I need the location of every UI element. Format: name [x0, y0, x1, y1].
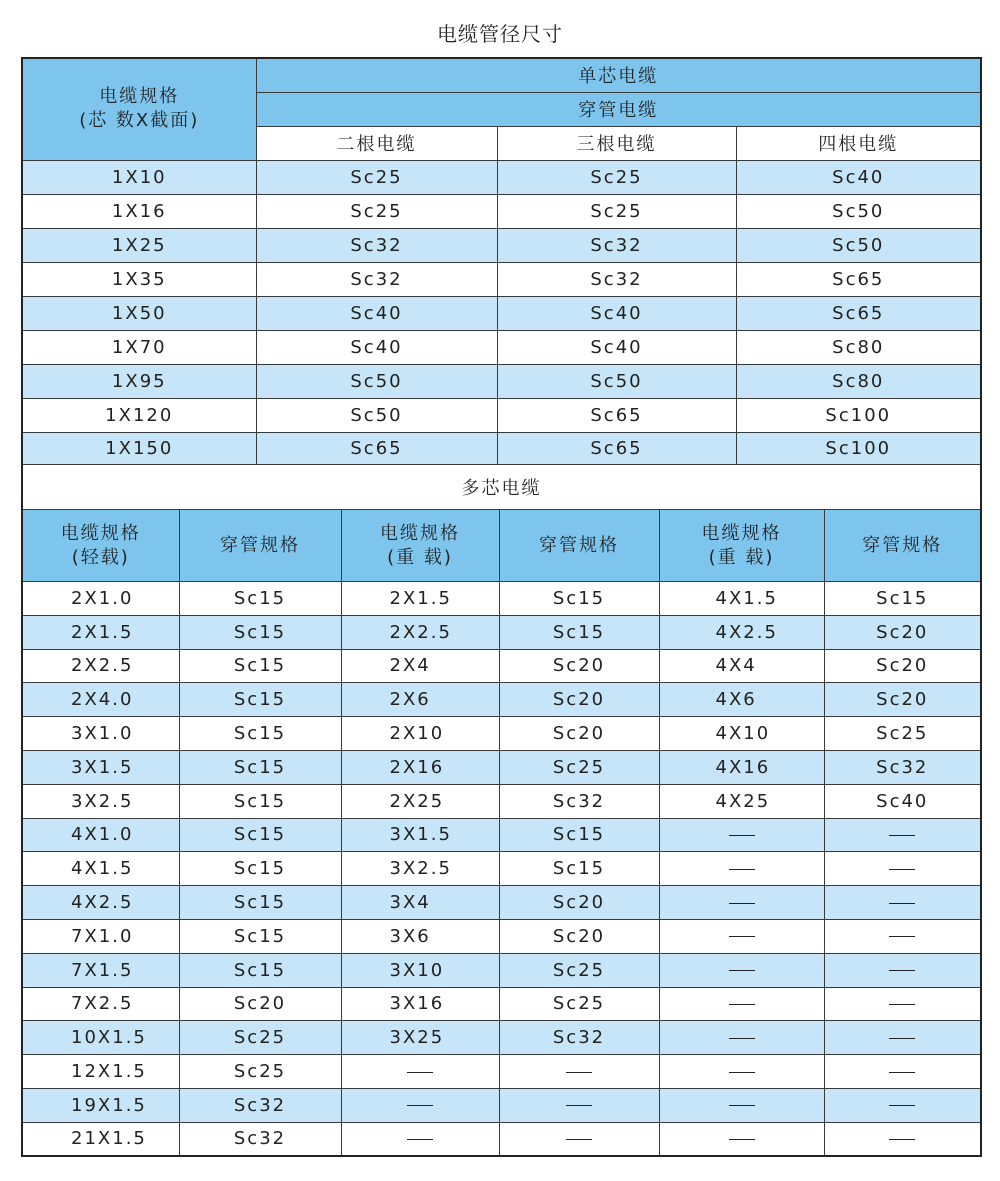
- conduit-cell: Sc15: [179, 615, 341, 649]
- spec-cell: 1X95: [22, 364, 256, 398]
- table-row: [22, 1122, 981, 1156]
- three-cable-cell: Sc32: [497, 262, 736, 296]
- light-spec-cell: 2X4.0: [22, 683, 179, 717]
- table-row: [22, 330, 981, 364]
- conduit-cell: Sc15: [499, 615, 659, 649]
- conduit-cell: [824, 987, 981, 1021]
- column-header-two: 二根电缆: [256, 126, 497, 160]
- conduit-cell: Sc25: [824, 717, 981, 751]
- heavy-spec-cell: 2X6: [341, 683, 499, 717]
- two-cable-cell: Sc25: [256, 194, 497, 228]
- four-cable-cell: Sc80: [736, 364, 981, 398]
- heavy-spec-cell: 2X2.5: [341, 615, 499, 649]
- empty-dash: [407, 1105, 433, 1106]
- three-cable-cell: Sc50: [497, 364, 736, 398]
- conduit-cell: [499, 1122, 659, 1156]
- heavy-spec-cell: [659, 1122, 824, 1156]
- empty-dash: [566, 1139, 592, 1140]
- three-cable-cell: Sc40: [497, 296, 736, 330]
- conduit-cell: Sc20: [824, 683, 981, 717]
- table-row: [22, 1088, 981, 1122]
- conduit-cell: Sc32: [824, 750, 981, 784]
- conduit-cell: Sc15: [499, 582, 659, 616]
- table-row: [22, 615, 981, 649]
- table-row: [22, 717, 981, 751]
- light-spec-cell: 4X1.0: [22, 818, 179, 852]
- spec-cell: 1X25: [22, 228, 256, 262]
- spec-cell: 1X70: [22, 330, 256, 364]
- heavy-spec-cell: 2X25: [341, 784, 499, 818]
- conduit-cell: Sc40: [824, 784, 981, 818]
- light-spec-cell: 3X1.5: [22, 750, 179, 784]
- conduit-cell: Sc15: [179, 750, 341, 784]
- empty-dash: [889, 869, 915, 870]
- table-row: [22, 750, 981, 784]
- conduit-cell: [824, 818, 981, 852]
- light-spec-cell: 4X1.5: [22, 852, 179, 886]
- light-spec-cell: 7X1.5: [22, 953, 179, 987]
- two-cable-cell: Sc40: [256, 330, 497, 364]
- heavy-spec-cell: [659, 852, 824, 886]
- conduit-cell: Sc15: [179, 717, 341, 751]
- table-row: [22, 1055, 981, 1089]
- three-cable-cell: Sc32: [497, 228, 736, 262]
- heavy-spec-cell: 3X1.5: [341, 818, 499, 852]
- conduit-cell: [824, 1055, 981, 1089]
- heavy-spec-cell: 4X10: [659, 717, 824, 751]
- empty-dash: [729, 1139, 755, 1140]
- empty-dash: [407, 1139, 433, 1140]
- heavy-spec-cell: [659, 987, 824, 1021]
- conduit-cell: Sc20: [499, 919, 659, 953]
- four-cable-cell: Sc50: [736, 194, 981, 228]
- empty-dash: [729, 903, 755, 904]
- conduit-cell: Sc25: [179, 1021, 341, 1055]
- table-row: [22, 649, 981, 683]
- empty-dash: [889, 936, 915, 937]
- conduit-cell: [499, 1055, 659, 1089]
- empty-dash: [889, 903, 915, 904]
- header-line1: 电缆规格: [380, 522, 460, 544]
- heavy-spec-cell: 3X4: [341, 886, 499, 920]
- empty-dash: [729, 936, 755, 937]
- heavy-spec-cell: 4X25: [659, 784, 824, 818]
- heavy-spec-cell: 4X4: [659, 649, 824, 683]
- four-cable-cell: Sc100: [736, 398, 981, 432]
- empty-dash: [729, 835, 755, 836]
- table-row: [22, 987, 981, 1021]
- empty-dash: [889, 835, 915, 836]
- multi-core-section-title: 多芯电缆: [22, 465, 981, 510]
- light-spec-cell: 7X1.0: [22, 919, 179, 953]
- empty-dash: [729, 1004, 755, 1005]
- table-row: [22, 194, 981, 228]
- four-cable-cell: Sc40: [736, 160, 981, 194]
- heavy-spec-cell: 4X16: [659, 750, 824, 784]
- conduit-cell: [824, 886, 981, 920]
- light-spec-cell: 4X2.5: [22, 886, 179, 920]
- conduit-cell: Sc15: [179, 582, 341, 616]
- conduit-cell: Sc20: [824, 615, 981, 649]
- header-line2: (重 载): [708, 546, 775, 568]
- conduit-cell: Sc15: [499, 818, 659, 852]
- table-row: [22, 228, 981, 262]
- heavy-spec-cell: [659, 919, 824, 953]
- table-row: [22, 160, 981, 194]
- multi-core-column-header: [659, 510, 824, 582]
- spec-cell: 1X10: [22, 160, 256, 194]
- header-line2: (重 载): [387, 546, 453, 568]
- heavy-spec-cell: [341, 1122, 499, 1156]
- two-cable-cell: Sc50: [256, 364, 497, 398]
- empty-dash: [889, 1105, 915, 1106]
- empty-dash: [729, 1072, 755, 1073]
- heavy-spec-cell: 2X10: [341, 717, 499, 751]
- conduit-cell: Sc20: [499, 886, 659, 920]
- conduit-cell: Sc20: [499, 649, 659, 683]
- heavy-spec-cell: 3X16: [341, 987, 499, 1021]
- heavy-spec-cell: 2X16: [341, 750, 499, 784]
- conduit-cell: Sc32: [499, 1021, 659, 1055]
- heavy-spec-cell: 4X2.5: [659, 615, 824, 649]
- spec-cell: 1X35: [22, 262, 256, 296]
- spec-subheader: (芯 数X截面): [79, 110, 200, 132]
- empty-dash: [889, 970, 915, 971]
- spec-header: 电缆规格: [99, 86, 180, 108]
- table-row: [22, 582, 981, 616]
- two-cable-cell: Sc65: [256, 432, 497, 466]
- spec-cell: 1X16: [22, 194, 256, 228]
- single-core-body: [22, 160, 981, 466]
- heavy-spec-cell: [341, 1055, 499, 1089]
- three-cable-cell: Sc40: [497, 330, 736, 364]
- heavy-spec-cell: [659, 886, 824, 920]
- conduit-cell: Sc25: [499, 987, 659, 1021]
- table-row: [22, 398, 981, 432]
- table-row: [22, 818, 981, 852]
- conduit-cell: Sc32: [179, 1122, 341, 1156]
- light-spec-cell: 2X1.5: [22, 615, 179, 649]
- empty-dash: [729, 970, 755, 971]
- conduit-cell: Sc20: [824, 649, 981, 683]
- four-cable-cell: Sc100: [736, 432, 981, 466]
- four-cable-cell: Sc80: [736, 330, 981, 364]
- heavy-spec-cell: 3X2.5: [341, 852, 499, 886]
- two-cable-cell: Sc32: [256, 228, 497, 262]
- heavy-spec-cell: 4X1.5: [659, 582, 824, 616]
- conduit-cell: Sc15: [179, 953, 341, 987]
- two-cable-cell: Sc50: [256, 398, 497, 432]
- conduit-cell: Sc32: [179, 1088, 341, 1122]
- conduit-cell: Sc25: [499, 750, 659, 784]
- heavy-spec-cell: [659, 1088, 824, 1122]
- table-row: [22, 1021, 981, 1055]
- conduit-cell: Sc15: [179, 919, 341, 953]
- column-header-four: 四根电缆: [736, 126, 981, 160]
- heavy-spec-cell: [659, 818, 824, 852]
- heavy-spec-cell: 3X25: [341, 1021, 499, 1055]
- conduit-cell: Sc20: [179, 987, 341, 1021]
- conduit-cell: Sc32: [499, 784, 659, 818]
- table-row: [22, 296, 981, 330]
- table-row: [22, 364, 981, 398]
- table-row: [22, 432, 981, 466]
- three-cable-cell: Sc65: [497, 398, 736, 432]
- light-spec-cell: 21X1.5: [22, 1122, 179, 1156]
- single-core-table: [21, 57, 982, 467]
- multi-core-column-header: [499, 510, 659, 582]
- page-title: 电缆管径尺寸: [437, 22, 563, 46]
- conduit-cell: [824, 852, 981, 886]
- table-row: [22, 919, 981, 953]
- heavy-spec-cell: [659, 953, 824, 987]
- spec-cell: 1X150: [22, 432, 256, 466]
- two-cable-cell: Sc40: [256, 296, 497, 330]
- heavy-spec-cell: 2X4: [341, 649, 499, 683]
- multi-core-column-header: [179, 510, 341, 582]
- header-line1: 电缆规格: [701, 522, 782, 544]
- table-row: [22, 262, 981, 296]
- column-header-three: 三根电缆: [497, 126, 736, 160]
- empty-dash: [407, 1072, 433, 1073]
- empty-dash: [889, 1072, 915, 1073]
- multi-core-column-header: [22, 510, 179, 582]
- conduit-cell: Sc15: [179, 886, 341, 920]
- conduit-cell: Sc15: [179, 852, 341, 886]
- conduit-cell: [824, 1122, 981, 1156]
- table-row: [22, 852, 981, 886]
- table-row: [22, 784, 981, 818]
- four-cable-cell: Sc65: [736, 262, 981, 296]
- two-cable-cell: Sc32: [256, 262, 497, 296]
- light-spec-cell: 19X1.5: [22, 1088, 179, 1122]
- conduit-cell: Sc15: [179, 649, 341, 683]
- three-cable-cell: Sc25: [497, 194, 736, 228]
- header-line1: 穿管规格: [220, 534, 300, 556]
- empty-dash: [889, 1139, 915, 1140]
- light-spec-cell: 2X1.0: [22, 582, 179, 616]
- conduit-cable-header: 穿管电缆: [256, 92, 981, 126]
- empty-dash: [889, 1038, 915, 1039]
- conduit-cell: Sc15: [824, 582, 981, 616]
- spec-header-cell: [22, 58, 256, 160]
- conduit-cell: Sc20: [499, 683, 659, 717]
- conduit-cell: [499, 1088, 659, 1122]
- conduit-cell: Sc15: [179, 683, 341, 717]
- spec-cell: 1X50: [22, 296, 256, 330]
- table-row: [22, 953, 981, 987]
- header-line1: 穿管规格: [862, 534, 943, 556]
- multi-core-column-header: [341, 510, 499, 582]
- light-spec-cell: 7X2.5: [22, 987, 179, 1021]
- empty-dash: [729, 1105, 755, 1106]
- header-line1: 电缆规格: [60, 522, 141, 544]
- heavy-spec-cell: 3X6: [341, 919, 499, 953]
- heavy-spec-cell: 3X10: [341, 953, 499, 987]
- light-spec-cell: 3X1.0: [22, 717, 179, 751]
- multi-core-table: [21, 464, 982, 1157]
- single-core-group-header: 单芯电缆: [256, 58, 981, 92]
- light-spec-cell: 2X2.5: [22, 649, 179, 683]
- header-line1: 穿管规格: [539, 534, 619, 556]
- four-cable-cell: Sc65: [736, 296, 981, 330]
- multi-core-column-header: [824, 510, 981, 582]
- spec-cell: 1X120: [22, 398, 256, 432]
- table-row: [22, 683, 981, 717]
- empty-dash: [566, 1072, 592, 1073]
- empty-dash: [889, 1004, 915, 1005]
- heavy-spec-cell: [659, 1021, 824, 1055]
- conduit-cell: Sc20: [499, 717, 659, 751]
- conduit-cell: [824, 1088, 981, 1122]
- four-cable-cell: Sc50: [736, 228, 981, 262]
- light-spec-cell: 12X1.5: [22, 1055, 179, 1089]
- heavy-spec-cell: [341, 1088, 499, 1122]
- conduit-cell: Sc15: [499, 852, 659, 886]
- heavy-spec-cell: 2X1.5: [341, 582, 499, 616]
- conduit-cell: [824, 919, 981, 953]
- multi-core-header-row: [22, 510, 981, 582]
- conduit-cell: Sc15: [179, 784, 341, 818]
- conduit-cell: [824, 1021, 981, 1055]
- heavy-spec-cell: [659, 1055, 824, 1089]
- empty-dash: [566, 1105, 592, 1106]
- three-cable-cell: Sc25: [497, 160, 736, 194]
- empty-dash: [729, 869, 755, 870]
- table-row: [22, 886, 981, 920]
- two-cable-cell: Sc25: [256, 160, 497, 194]
- conduit-cell: Sc25: [499, 953, 659, 987]
- light-spec-cell: 10X1.5: [22, 1021, 179, 1055]
- conduit-cell: [824, 953, 981, 987]
- empty-dash: [729, 1038, 755, 1039]
- light-spec-cell: 3X2.5: [22, 784, 179, 818]
- header-line2: (轻载): [71, 546, 130, 568]
- conduit-cell: Sc25: [179, 1055, 341, 1089]
- heavy-spec-cell: 4X6: [659, 683, 824, 717]
- multi-core-body: [22, 582, 981, 1157]
- conduit-cell: Sc15: [179, 818, 341, 852]
- three-cable-cell: Sc65: [497, 432, 736, 466]
